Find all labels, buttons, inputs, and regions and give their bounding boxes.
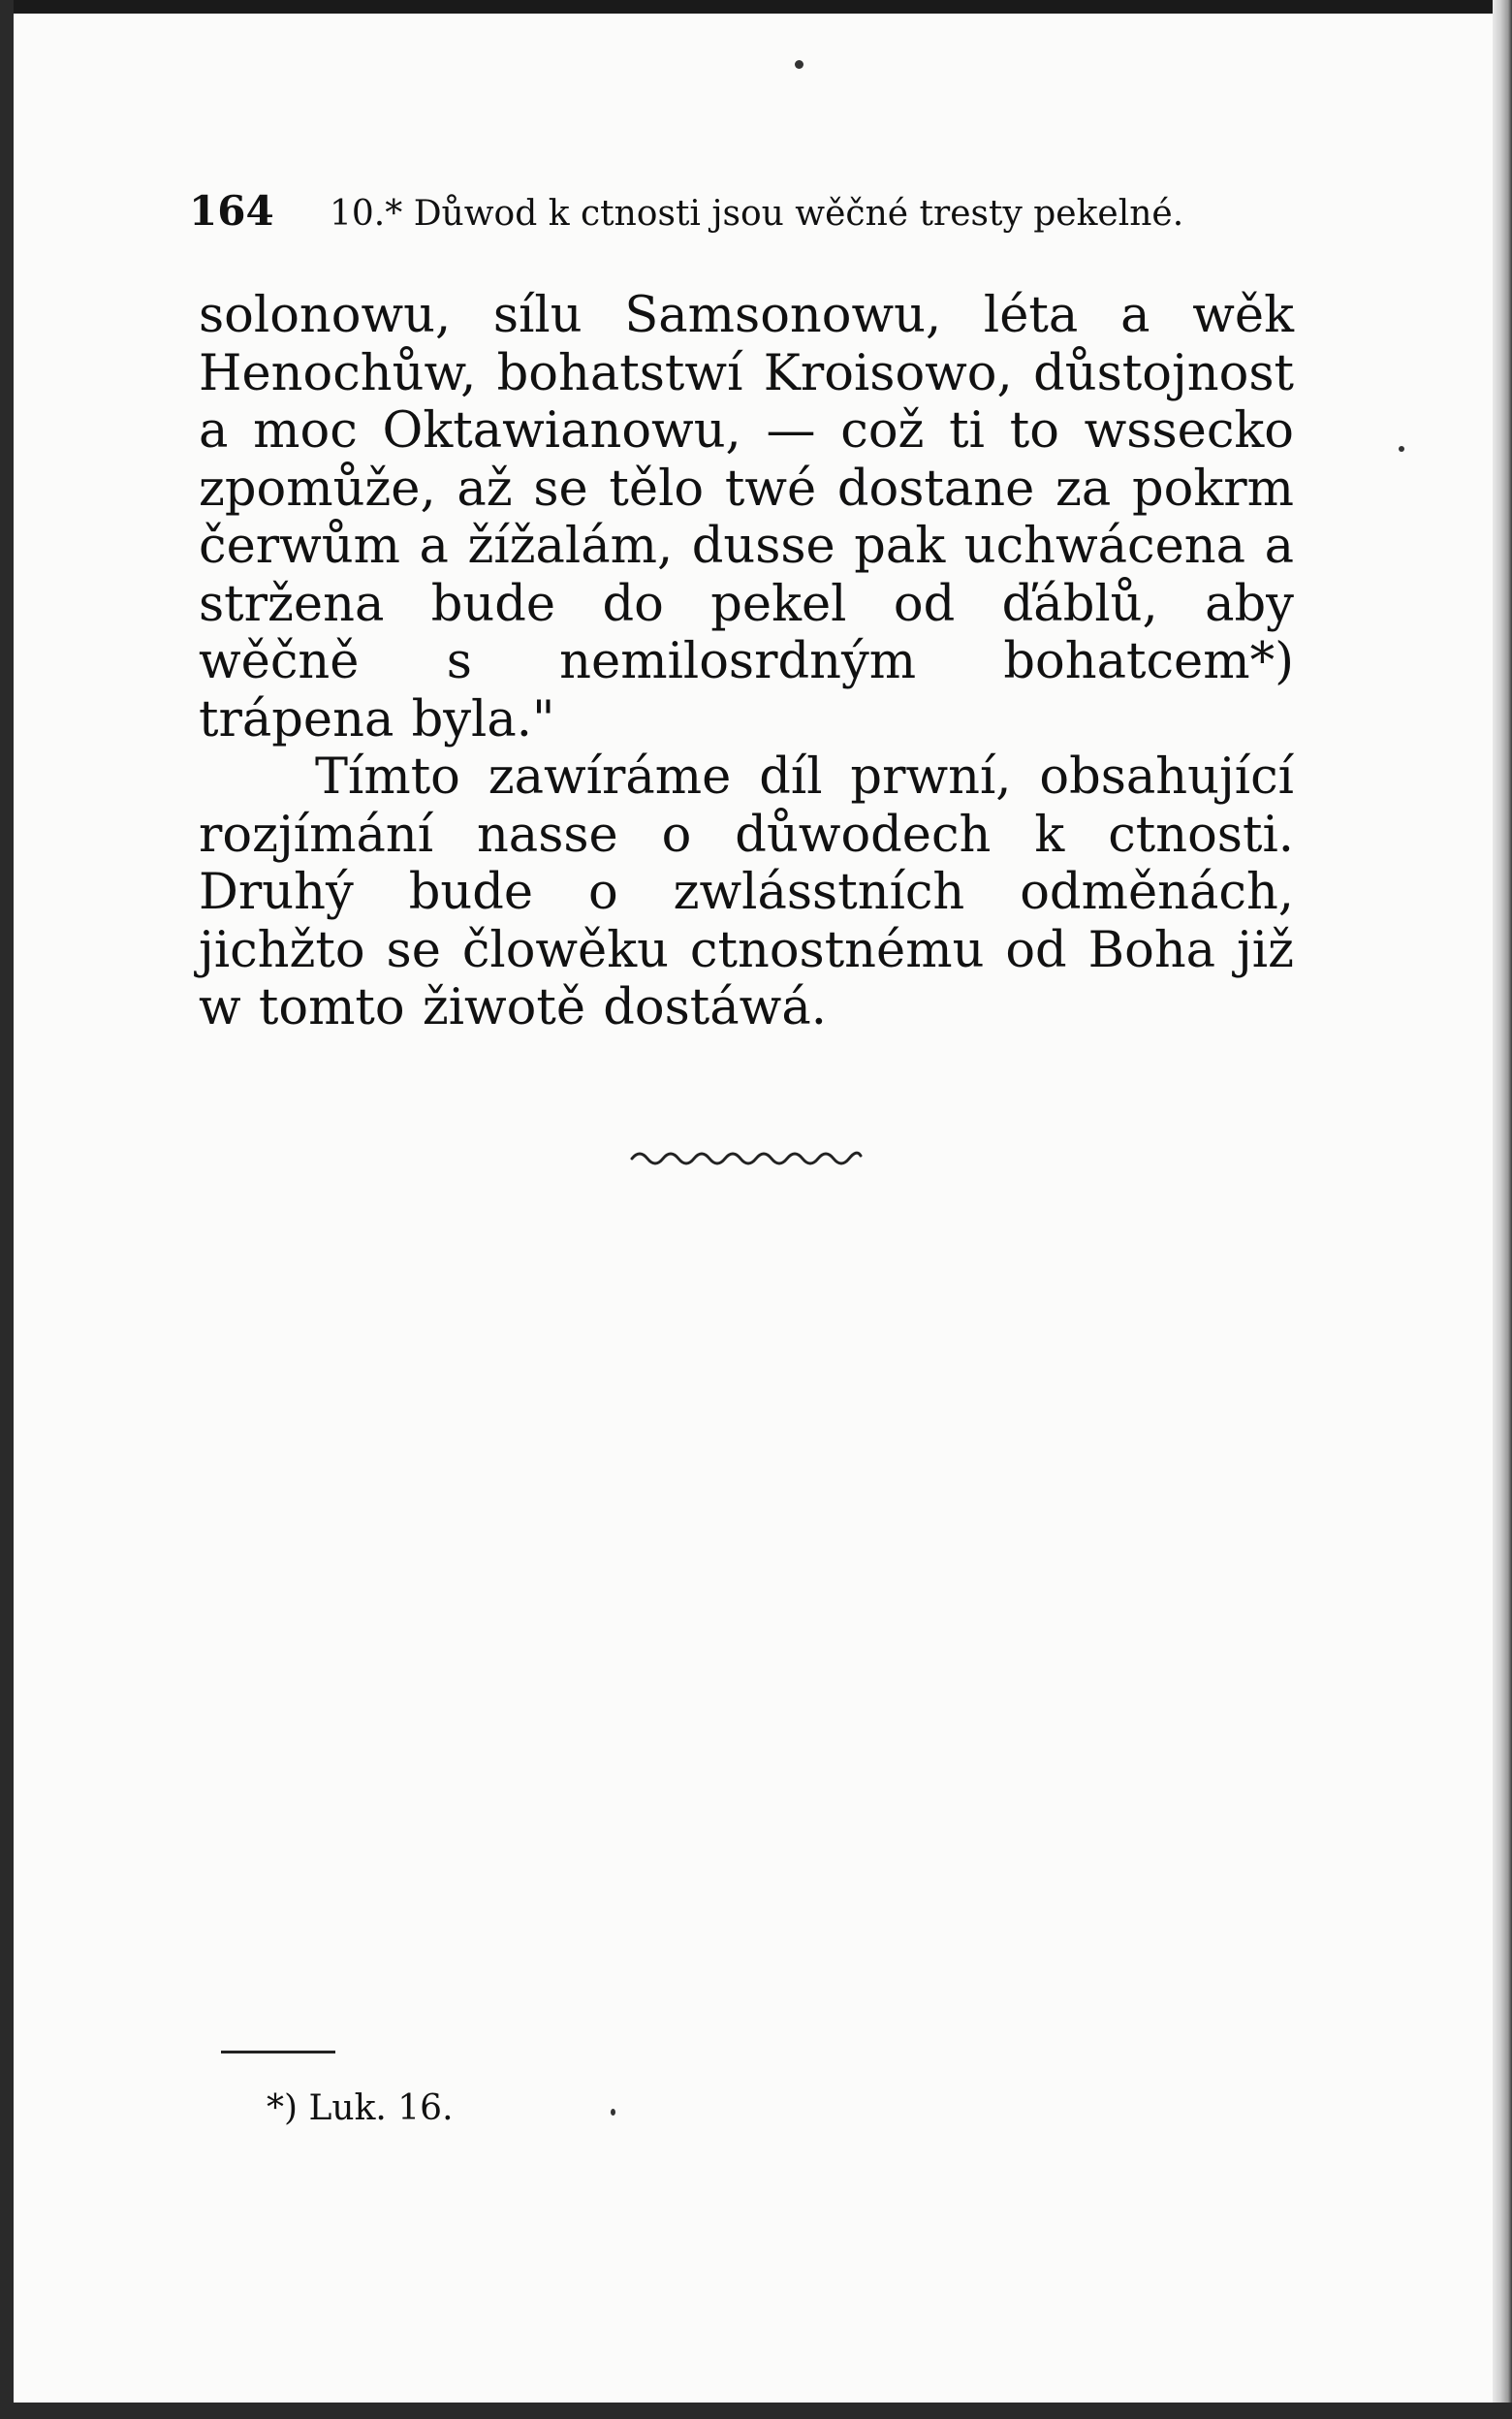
running-head <box>189 184 1255 239</box>
paragraph-1: solonowu, sílu Samsonowu, léta a wěk Henochůw, bohatstwí Kroisowo, důstojnost a moc Oktawianowu, — což ti to wssecko zpomůže, až se tělo twé dostane za pokrm čerwům a žížalám, dusse pak uchwácena a stržena bude do pekel od ďáblů, aby wěčně s nemilosrdným bohatcem*) trápena byla." <box>199 287 1294 748</box>
wavy-rule-icon <box>630 1144 863 1173</box>
scan-border-top <box>0 0 1512 14</box>
paragraph-2: Tímto zawíráme díl prwní, obsahující rozjímání nasse o důwodech k ctnosti. Druhý bude o zwlásstních odměnách, jichžto se člowěku ctnostnému od Boha již w tomto žiwotě dostáwá. <box>199 748 1294 1036</box>
page-number: 164 <box>189 187 274 235</box>
ink-speck <box>795 60 803 69</box>
scan-border-bottom <box>0 2403 1512 2419</box>
scan-border-right <box>1493 0 1512 2419</box>
running-head-title: 10.* Důwod k ctnosti jsou wěčné tresty pekelné. <box>330 194 1184 234</box>
footnote-rule <box>221 2051 335 2053</box>
footnote: *) Luk. 16. <box>267 2088 454 2128</box>
scan-border-left <box>0 0 14 2419</box>
ink-speck <box>1399 446 1404 452</box>
ink-speck <box>611 2109 615 2116</box>
body-text <box>199 287 1294 1037</box>
